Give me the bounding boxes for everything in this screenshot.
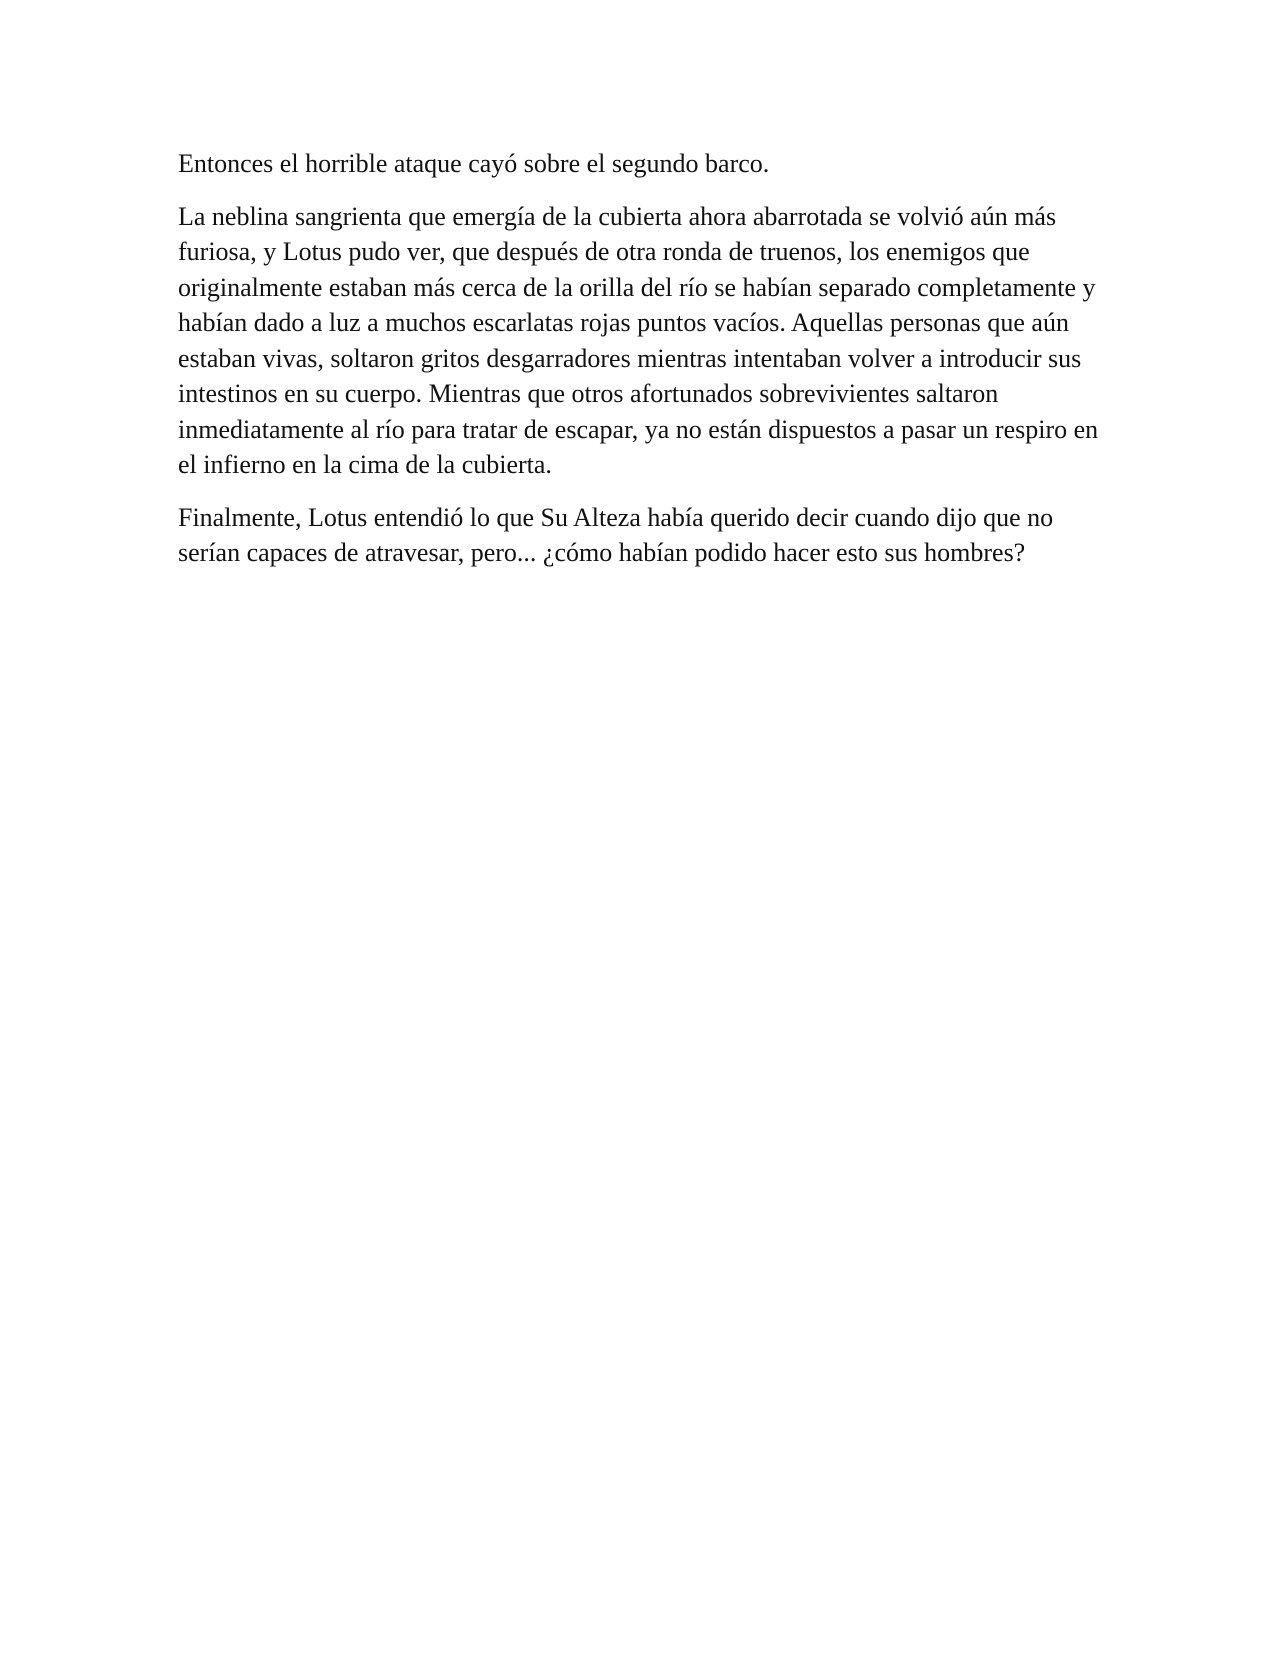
paragraph-1: Entonces el horrible ataque cayó sobre el segundo barco. — [178, 149, 770, 178]
document-body — [178, 146, 1108, 588]
paragraph-2: La neblina sangrienta que emergía de la cubierta ahora abarrotada se volvió aún más furiosa, y Lotus pudo ver, que después de otra ronda de truenos, los enemigos que originalmente estaban más cerca de la orilla del río se habían separado completamente y habían dado a luz a muchos escarlatas rojas puntos vacíos. Aquellas personas que aún estaban vivas, soltaron gritos desgarradores mientras intentaban volver a introducir sus intestinos en su cuerpo. Mientras que otros afortunados sobrevivientes saltaron inmediatamente al río para tratar de escapar, ya no están dispuestos a pasar un respiro en el infierno en la cima de la cubierta. — [178, 201, 1099, 479]
paragraph-3: Finalmente, Lotus entendió lo que Su Alteza había querido decir cuando dijo que no serían capaces de atravesar, pero... ¿cómo habían podido hacer esto sus hombres? — [178, 502, 1054, 567]
